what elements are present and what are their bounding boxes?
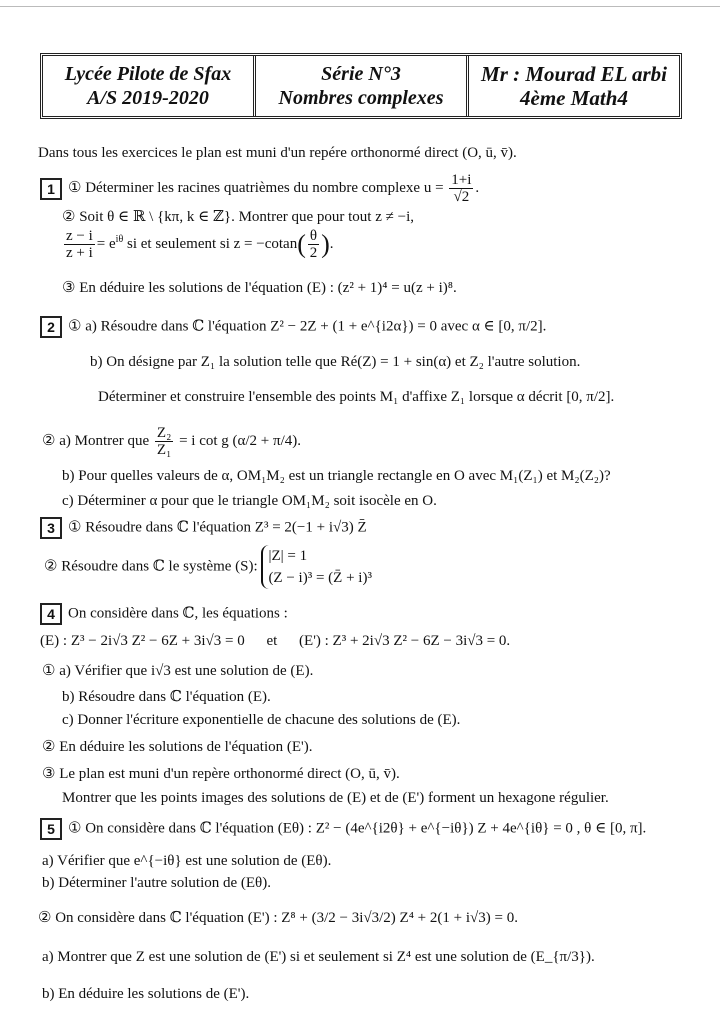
ex5-q2b: b) En déduire les solutions de (E'). <box>42 986 250 1002</box>
ex2-q1b: b) On désigne par Z₁ la solution telle que Ré(Z) = 1 + sin(α) et Z₂ l'autre solution. <box>90 354 581 370</box>
ex4-q1a: ① a) Vérifier que i√3 est une solution de (E). <box>42 663 314 679</box>
ex1-u-num: 1+i <box>451 172 472 188</box>
ex1-q1-text: ① Déterminer les racines quatrièmes du nombre complexe u = <box>68 179 444 196</box>
ex1-z-fraction <box>64 228 95 261</box>
ex4-q3b: Montrer que les points images des solutions de (E) et de (E') forment un hexagone régulier. <box>62 790 609 806</box>
teacher-name: Mr : Mourad EL arbi <box>481 62 667 86</box>
exercise-1-q1: 1 ① Déterminer les racines quatrièmes du nombre complexe u = $\frac{1+i}{√2}$ . <box>40 172 479 205</box>
ex4-et: et <box>266 633 278 649</box>
header-school-cell <box>43 56 253 116</box>
exercise-5-number: 5 <box>40 818 62 840</box>
exercise-3-number: 3 <box>40 517 62 539</box>
ex3-q1-text: ① Résoudre dans ℂ l'équation Z³ = 2(−1 + i√3) Z̄ <box>68 519 367 536</box>
ex2-q2a <box>42 425 301 458</box>
exercise-3-q1 <box>40 517 367 539</box>
ex2-ratio-fraction <box>155 425 173 458</box>
ex2-q1c-text: Déterminer et construire l'ensemble des points M₁ d'affixe Z₁ lorsque α décrit <box>98 389 563 405</box>
ex3-q2-pre: ② Résoudre dans ℂ le système (S): <box>44 558 258 575</box>
ex1-theta-fraction <box>308 228 319 261</box>
header-serie-cell <box>253 56 466 116</box>
ex2-q2c: c) Déterminer α pour que le triangle OM₁M₂ soit isocèle en O. <box>62 493 437 509</box>
ex2-q2a-arg: (α/2 + π/4). <box>232 432 301 449</box>
ex4-q2: ② En déduire les solutions de l'équation (E'). <box>42 739 313 755</box>
ex4-eq-E: (E) : Z³ − 2i√3 Z² − 6Z + 3i√3 = 0 <box>40 633 245 649</box>
intro-text: Dans tous les exercices le plan est muni d'un repére orthonormé direct (O, ū, v̄). <box>38 145 517 161</box>
ex1-q3: ③ En déduire les solutions de l'équation (E) : (z² + 1)⁴ = u(z + i)⁸. <box>62 280 457 296</box>
ex5-q1a: a) Vérifier que e^{−iθ} est une solution de (Eθ). <box>42 853 332 869</box>
ex4-intro-text: On considère dans ℂ, les équations : <box>68 605 288 622</box>
school-year: A/S 2019-2020 <box>87 87 209 109</box>
ex2-q2a-pre: ② a) Montrer que <box>42 432 150 449</box>
ex3-system <box>261 545 372 589</box>
ex1-q2a: ② Soit θ ∈ ℝ \ {kπ, k ∈ ℤ}. Montrer que pour tout z ≠ −i, <box>62 209 414 225</box>
scan-top-rule <box>0 6 720 7</box>
ex1-z-den: z + i <box>66 245 93 261</box>
ex1-theta-den: 2 <box>309 245 318 261</box>
ex4-eq-Eprime: (E') : Z³ + 2i√3 Z² − 6Z − 3i√3 = 0. <box>299 633 511 649</box>
ex2-q1a-text: ① a) Résoudre dans ℂ l'équation Z² − 2Z + (1 + e^{i2α}) = 0 avec α ∈ <box>68 318 495 335</box>
ex2-q1c-interval: [0, π/2]. <box>566 389 615 405</box>
ex3-q2 <box>44 545 372 589</box>
ex5-q1b: b) Déterminer l'autre solution de (Eθ). <box>42 875 271 891</box>
exercise-2-number: 2 <box>40 316 62 338</box>
ex5-q2 <box>38 908 518 927</box>
exercise-1-number: 1 <box>40 178 62 200</box>
ex3-system-line2: (Z − i)³ = (Z̄ + i)³ <box>268 570 372 586</box>
header-teacher-cell <box>466 56 679 116</box>
ex5-q2-paren: (3/2 − 3i√3/2) <box>311 910 396 926</box>
ex4-q1c: c) Donner l'écriture exponentielle de chacune des solutions de (E). <box>62 712 461 728</box>
ex1-theta-num: θ <box>309 228 318 244</box>
ex2-q1c <box>98 389 614 406</box>
ex2-q1a-interval: [0, π/2]. <box>498 318 547 335</box>
exercise-5-q1 <box>40 818 646 840</box>
ex3-system-line1: |Z| = 1 <box>268 548 308 564</box>
exercise-2-q1a <box>40 316 546 338</box>
ex1-u-fraction <box>449 172 473 205</box>
ex2-q2a-post: = i cot g <box>179 432 229 449</box>
ex1-u-den: √2 <box>453 189 470 205</box>
ex4-q3: ③ Le plan est muni d'un repère orthonormé direct (O, ū, v̄). <box>42 766 400 782</box>
ex5-q2a: a) Montrer que Z est une solution de (E') si et seulement si Z⁴ est une solution de (E_{π/3}). <box>42 949 595 965</box>
school-name: Lycée Pilote de Sfax <box>64 63 232 85</box>
ex2-q2b: b) Pour quelles valeurs de α, OM₁M₂ est un triangle rectangle en O avec M₁(Z₁) et M₂(Z₂)? <box>62 468 611 484</box>
ex2-ratio-den: Z₁ <box>156 442 172 458</box>
ex1-q2b-rest: si et seulement si z = −cotan <box>127 235 298 252</box>
ex4-equations <box>40 633 510 650</box>
ex4-q1b: b) Résoudre dans ℂ l'équation (E). <box>62 689 271 705</box>
ex5-q2-pre: ② On considère dans ℂ l'équation (E') : Z⁸ + <box>38 910 308 926</box>
header-box <box>40 53 682 119</box>
class-level: 4ème Math4 <box>520 86 628 110</box>
ex2-ratio-num: Z₂ <box>156 425 172 441</box>
serie-title: Série N°3 <box>321 63 401 85</box>
ex1-z-num: z − i <box>66 228 93 244</box>
serie-subject: Nombres complexes <box>278 87 444 109</box>
ex5-q1-text: ① On considère dans ℂ l'équation (Eθ) : Z² − (4e^{i2θ} + e^{−iθ}) Z + 4e^{iθ} = 0 , θ ∈ [0, π]. <box>68 820 647 837</box>
ex1-q2b: $\frac{z - i}{z + i}$ = $e^{i\theta}$ si et seulement si z = −cotan( $\frac{\theta}{2}$ ). <box>66 228 334 261</box>
exercise-4-number: 4 <box>40 603 62 625</box>
ex1-q2b-mid: = e <box>96 235 116 252</box>
ex5-q2-post: Z⁴ + 2(1 + i√3) = 0. <box>399 910 518 926</box>
exercise-4-intro <box>40 603 288 625</box>
ex1-q2b-sup: iθ <box>115 233 124 245</box>
